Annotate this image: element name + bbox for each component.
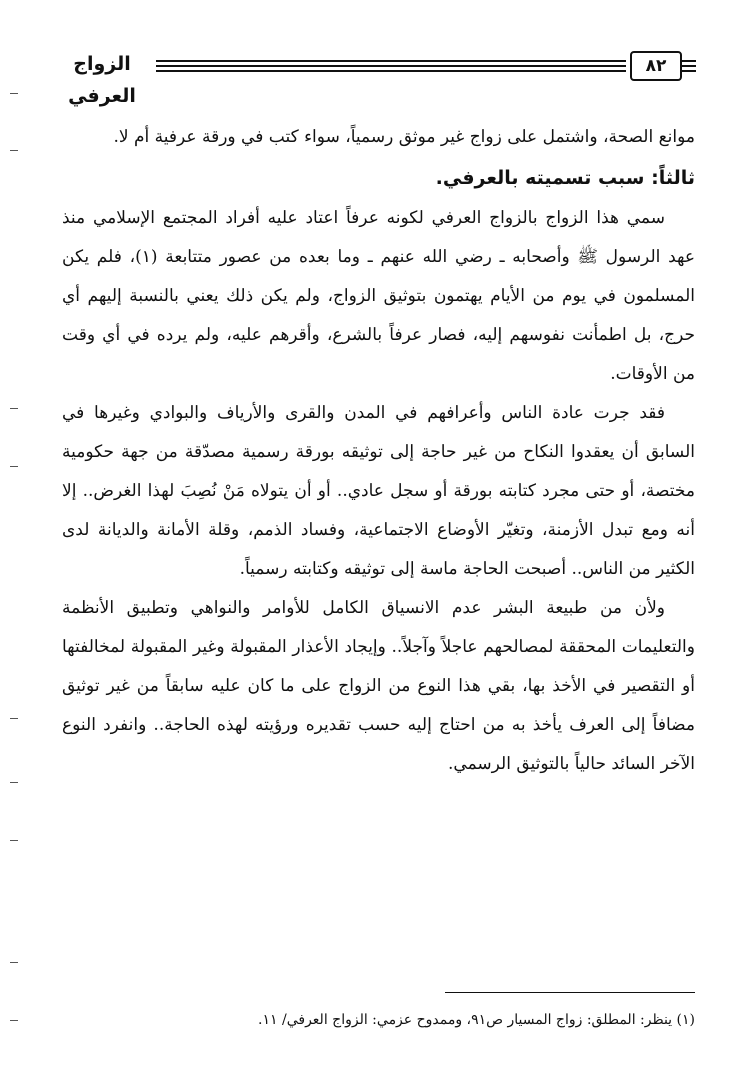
footnote: (١) ينظر: المطلق: زواج المسيار ص٩١، وممدوح عزمي: الزواج العرفي/ ١١. <box>258 1012 695 1028</box>
paragraph: موانع الصحة، واشتمل على زواج غير موثق رسمياً، سواء كتب في ورقة عرفية أم لا. <box>113 127 695 147</box>
paragraph: ولأن من طبيعة البشر عدم الانسياق الكامل للأوامر والنواهي وتطبيق الأنظمة والتعليمات المحققة لمصالحهم عاجلاً وآجلاً.. وإيجاد الأعذار المقبولة وغير المقبولة لمخالفتها أو التقصير في الأخذ بها، بقي هذا النوع من الزواج على ما كان عليه سابقاً من غير توثيق مضافاً إلى العرف يأخذ به من احتاج إليه حسب تقديره ورؤيته لهذه الحاجة.. وانفرد النوع الآخر السائد حالياً بالتوثيق الرسمي. <box>62 598 695 774</box>
header-rule <box>156 65 626 67</box>
margin-mark <box>10 840 18 841</box>
header-rule <box>682 70 696 72</box>
header-rule <box>156 70 626 72</box>
footnote-divider <box>445 992 695 993</box>
margin-mark <box>10 466 18 467</box>
body-text <box>62 118 695 784</box>
margin-mark <box>10 718 18 719</box>
margin-mark <box>10 782 18 783</box>
margin-mark <box>10 408 18 409</box>
header-rule <box>682 65 696 67</box>
margin-mark <box>10 93 18 94</box>
margin-mark <box>10 150 18 151</box>
margin-mark <box>10 1020 18 1021</box>
header-rule <box>682 60 696 62</box>
section-heading: ثالثاً: سبب تسميته بالعرفي. <box>435 167 695 189</box>
paragraph: سمي هذا الزواج بالزواج العرفي لكونه عرفاً اعتاد عليه أفراد المجتمع الإسلامي منذ عهد الرسول ﷺ وأصحابه ـ رضي الله عنهم ـ وما بعده من عصور متتابعة (١)، فلم يكن المسلمون في يوم من الأيام يهتمون بتوثيق الزواج، ولم يكن ذلك يعني بالنسبة إليهم أي حرج، بل اطمأنت نفوسهم إليه، فصار عرفاً بالشرع، وأقرهم عليه، ولم يرده في أي وقت من الأوقات. <box>62 208 695 384</box>
running-title: الزواج العرفي <box>68 53 136 107</box>
page-header <box>52 48 696 107</box>
margin-mark <box>10 962 18 963</box>
page-number: ٨٢ <box>630 51 682 81</box>
header-rule <box>156 60 626 62</box>
paragraph: فقد جرت عادة الناس وأعرافهم في المدن والقرى والأرياف والبوادي وغيرها في السابق أن يعقدوا النكاح من غير حاجة إلى توثيقه بورقة رسمية مصدّقة من جهة حكومية مختصة، أو حتى مجرد كتابته بورقة أو سجل عادي.. أو أن يتولاه مَنْ نُصِبَ لهذا الغرض.. إلا أنه ومع تبدل الأزمنة، وتغيّر الأوضاع الاجتماعية، وفساد الذمم، وقلة الأمانة والديانة لدى الكثير من الناس.. أصبحت الحاجة ماسة إلى توثيقه وكتابته رسمياً. <box>62 403 695 579</box>
